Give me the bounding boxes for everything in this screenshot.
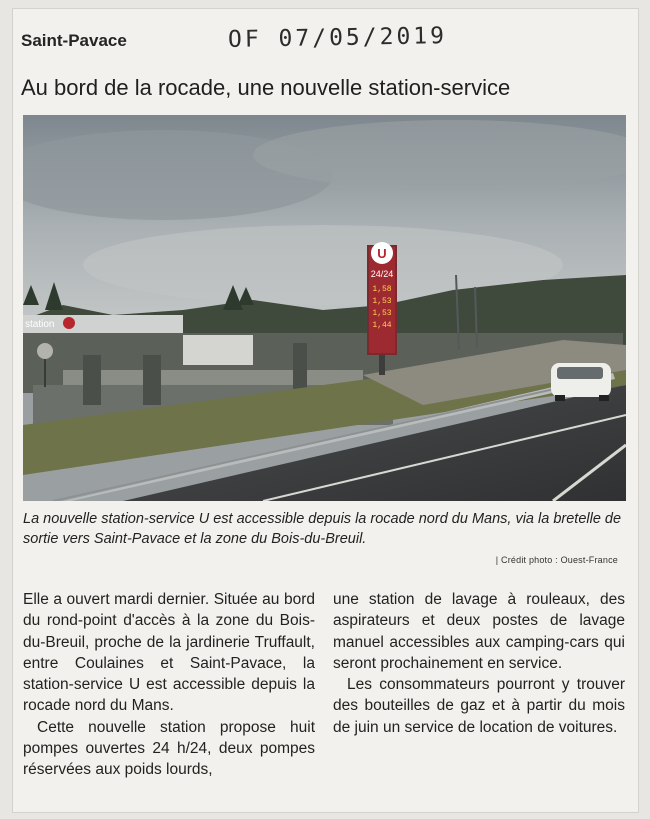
sign-price-4: 1,44 — [372, 321, 392, 330]
handwritten-date-note: OF 07/05/2019 — [227, 23, 448, 53]
photo-caption: La nouvelle station-service U est accessible depuis la rocade nord du Mans, via la bretelle de sortie vers Saint-Pavace et la zone du Bois-du-Breuil. — [23, 511, 622, 547]
sign-price-3: 1,53 — [372, 309, 392, 318]
gas-station-photo-illustration — [23, 115, 626, 501]
body-paragraph: une station de lavage à rouleaux, des aspirateurs et deux postes de lavage manuel accessibles aux camping-cars qui seront prochainement en service. — [333, 591, 625, 672]
newspaper-clipping — [12, 8, 639, 813]
building-u-logo — [63, 317, 75, 329]
sign-brand-letter: U — [377, 246, 387, 261]
sign-price-1: 1,58 — [372, 285, 392, 294]
photo-credit: | Crédit photo : Ouest-France — [495, 555, 618, 565]
section-rubric: Saint-Pavace — [21, 31, 127, 50]
building-station-sign: station — [25, 319, 55, 330]
sign-price-2: 1,53 — [372, 297, 392, 306]
body-paragraph: Cette nouvelle station propose huit pompes ouvertes 24 h/24, deux pompes réservées aux poids lourds, — [23, 718, 315, 779]
body-paragraph: Elle a ouvert mardi dernier. Située au bord du rond-point d'accès à la zone du Bois-du-Breuil, proche de la jardinerie Truffault, entre Coulaines et Saint-Pavace, la station-service U est accessible depuis la rocade nord du Mans. — [23, 591, 315, 715]
article-photo — [23, 115, 626, 501]
white-car — [551, 363, 611, 401]
article-column-right — [333, 589, 625, 738]
article-headline: Au bord de la rocade, une nouvelle station-service — [21, 75, 511, 100]
body-paragraph: Les consommateurs pourront y trouver des bouteilles de gaz et à partir du mois de juin un service de location de voitures. — [333, 676, 625, 736]
sign-hours: 24/24 — [370, 269, 394, 279]
article-column-left — [23, 589, 315, 781]
